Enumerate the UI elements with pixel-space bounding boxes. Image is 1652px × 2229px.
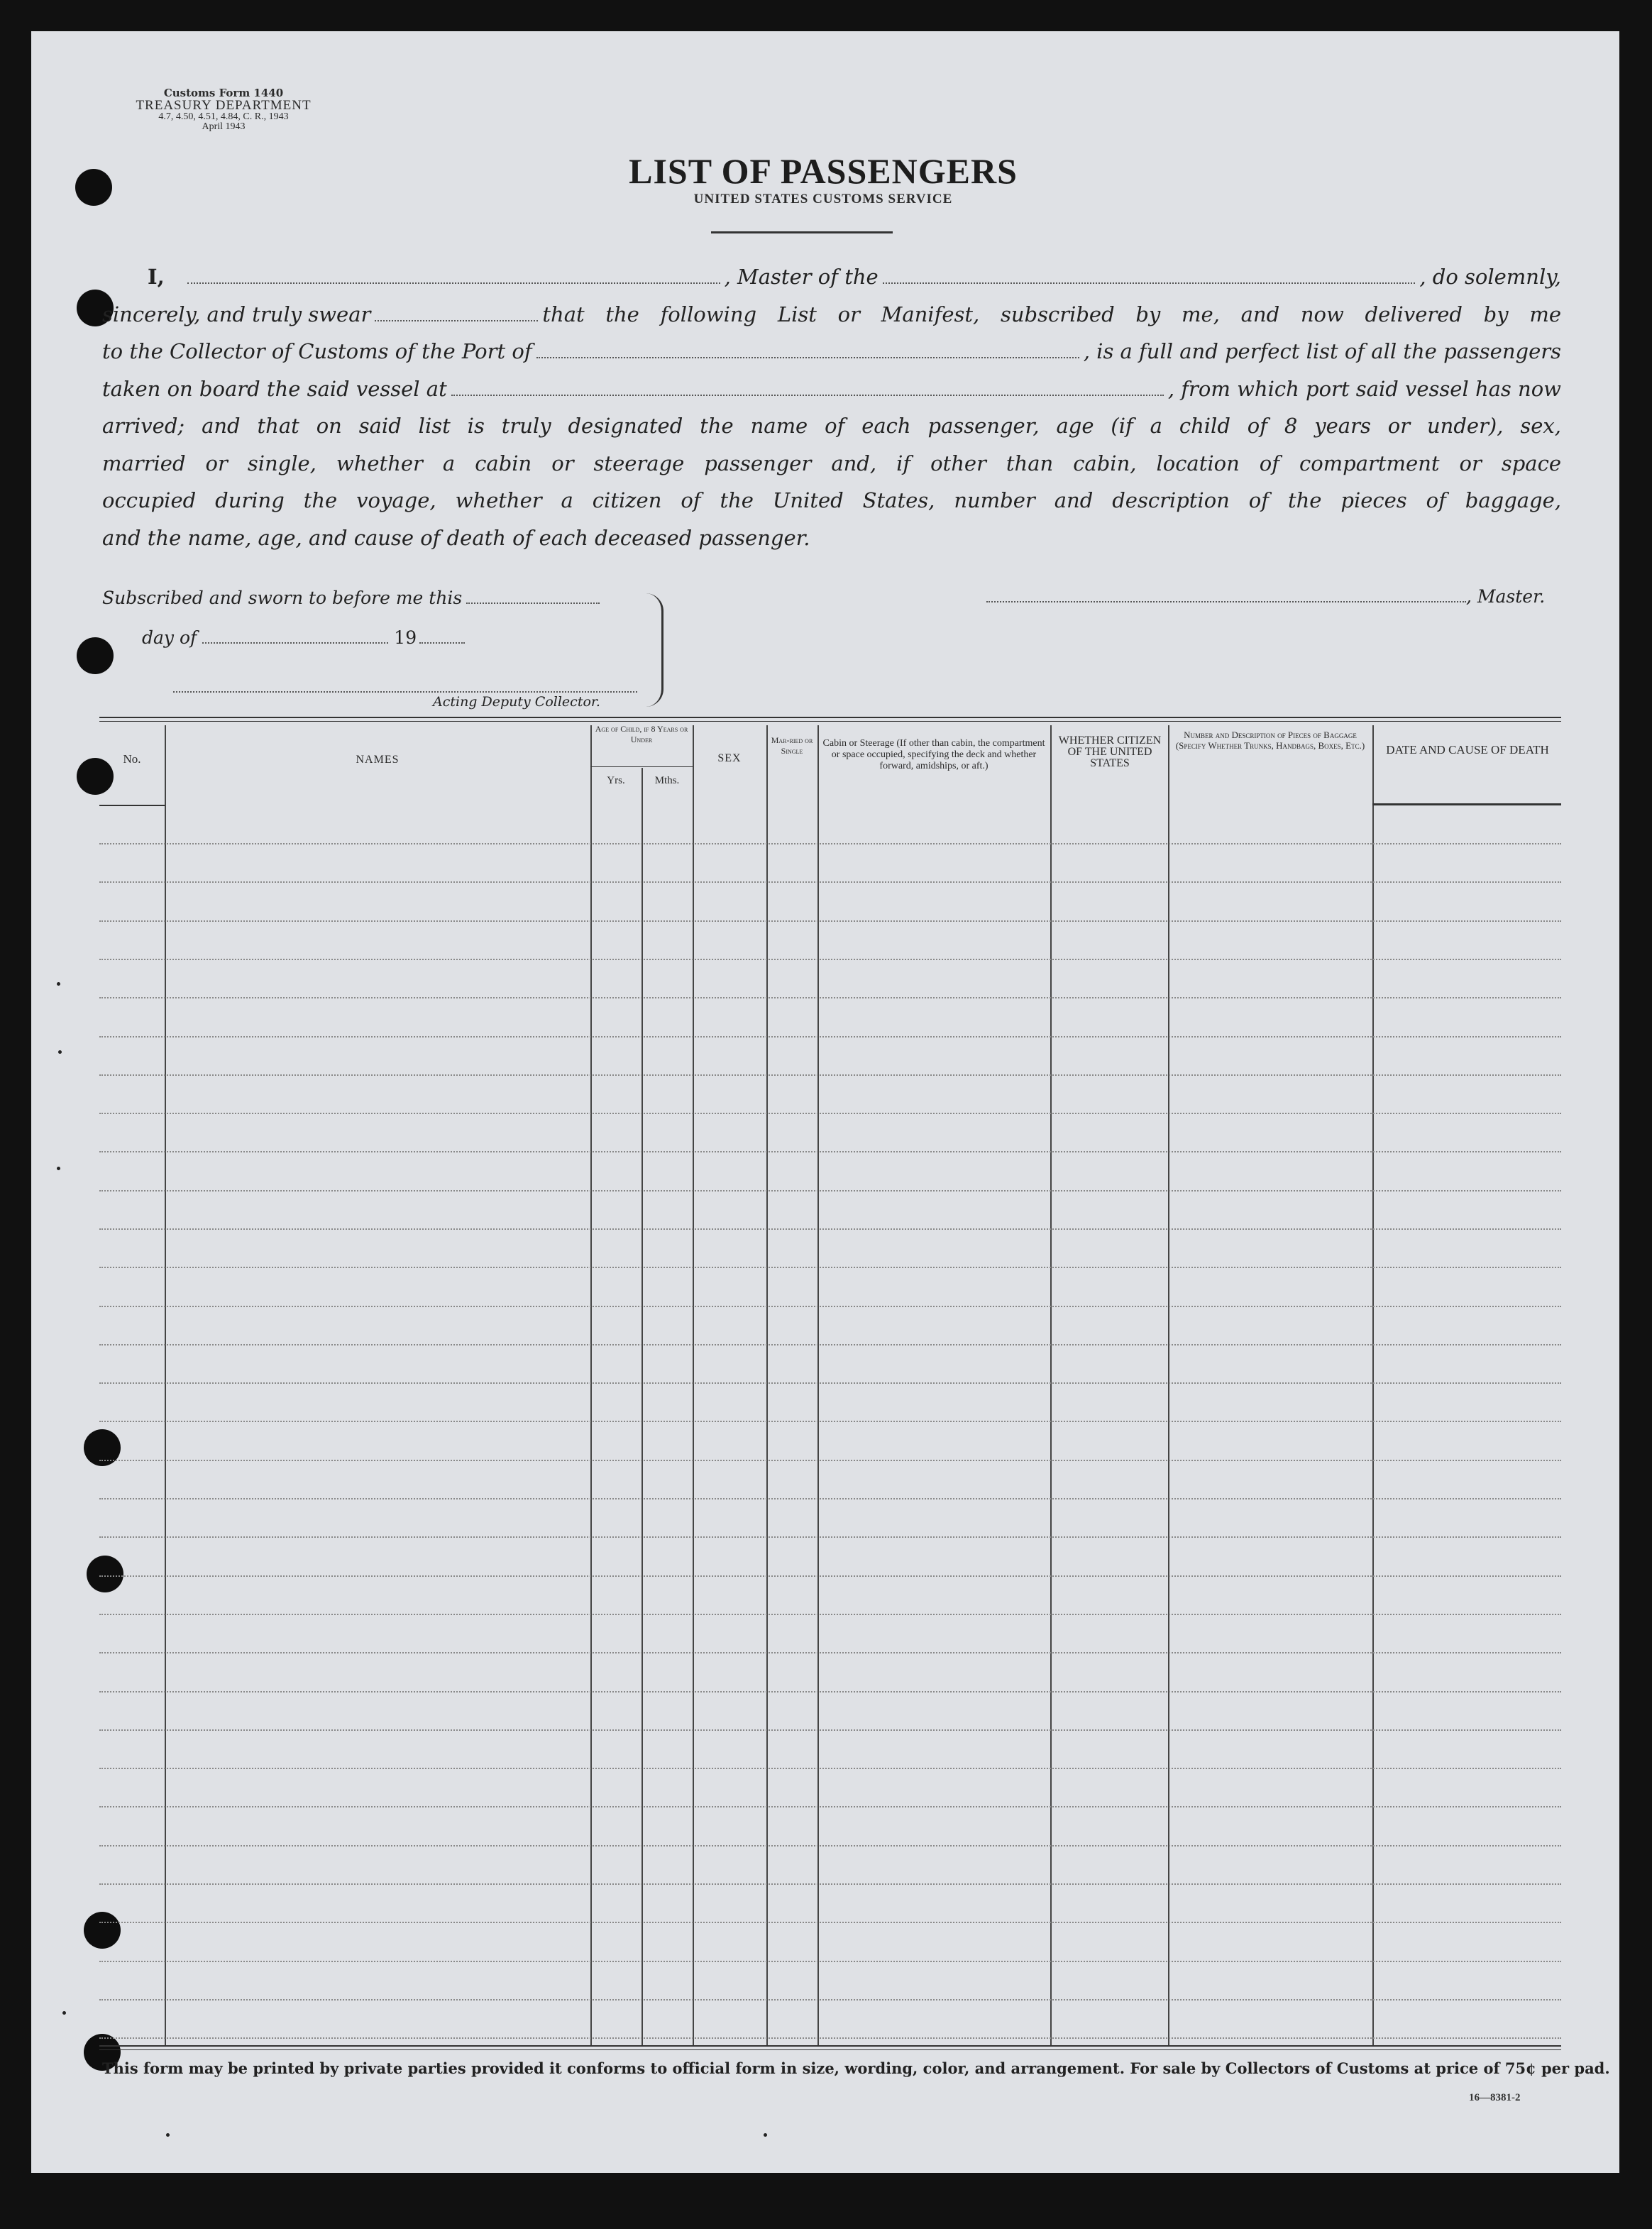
table-bottom-rule [99, 2049, 1561, 2050]
oath-text: taken on board the said vessel at [102, 376, 447, 401]
oath-line-7 [102, 482, 1561, 519]
sworn-label: Subscribed and sworn to before me this [102, 588, 463, 608]
department: TREASURY DEPARTMENT [136, 98, 312, 113]
table-row[interactable] [99, 1961, 1561, 1962]
speck [57, 1167, 60, 1170]
oath-text: and the name, age, and cause of death of each deceased passenger. [102, 525, 810, 550]
oath-line-3 [102, 333, 1561, 370]
table-row[interactable] [99, 1228, 1561, 1230]
oath-text: I, [148, 265, 165, 289]
oath-text: , from which port said vessel has now [1167, 376, 1561, 401]
table-row[interactable] [99, 1614, 1561, 1615]
table-row[interactable] [99, 1652, 1561, 1653]
title-rule [711, 231, 893, 233]
regulations: 4.7, 4.50, 4.51, 4.84, C. R., 1943 [158, 111, 289, 122]
page-subtitle: UNITED STATES CUSTOMS SERVICE [693, 192, 953, 207]
header-rule [1372, 803, 1561, 805]
sworn-day-field[interactable] [466, 602, 600, 604]
oath-line-8 [102, 519, 1561, 557]
col-header-yrs: Yrs. [607, 775, 625, 786]
brace [646, 593, 663, 707]
oath-text: , Master of the [724, 265, 879, 289]
oath-line-5 [102, 407, 1561, 445]
table-row[interactable] [99, 1845, 1561, 1847]
master-name-field[interactable] [187, 268, 720, 284]
column-divider [817, 725, 819, 2045]
col-header-baggage: Number and Description of Pieces of Baggage (Specify Whether Trunks, Handbags, Boxes, Etc.) [1175, 730, 1365, 751]
speck [764, 2133, 767, 2137]
table-row[interactable] [99, 1498, 1561, 1499]
vessel-name-field[interactable] [883, 268, 1416, 284]
col-header-age: Age of Child, if 8 Years or Under [595, 724, 688, 744]
table-top-rule [99, 717, 1561, 718]
swear-field[interactable] [375, 306, 538, 321]
speck [166, 2133, 170, 2137]
column-divider [766, 725, 768, 2045]
oath-line-2 [102, 296, 1561, 334]
oath-text: sincerely, and truly swear [102, 302, 371, 326]
speck [57, 982, 60, 986]
oath-text: , is a full and perfect list of all the passengers [1083, 339, 1561, 363]
table-row[interactable] [99, 1074, 1561, 1076]
header-rule [99, 805, 165, 806]
speck [62, 2011, 66, 2015]
table-row[interactable] [99, 1691, 1561, 1693]
form-header [106, 88, 341, 132]
table-row[interactable] [99, 1113, 1561, 1114]
oath-text: married or single, whether a cabin or steerage passenger and, if other than cabin, location of compartment or space [102, 451, 1561, 475]
col-header-sex: SEX [717, 752, 742, 764]
table-row[interactable] [99, 2037, 1561, 2039]
table-row[interactable] [99, 881, 1561, 883]
page-title: LIST OF PASSENGERS [629, 151, 1018, 191]
footer-note: This form may be printed by private parties provided it conforms to official form in size, wording, color, and arrangement. For sale by Collectors of Customs at price of 75¢ per pad. [102, 2059, 1610, 2077]
table-bottom-rule [99, 2045, 1561, 2047]
col-header-married: Mar-ried or Single [771, 735, 813, 756]
col-header-cabin: Cabin or Steerage (If other than cabin, the compartment or space occupied, specifying the deck and whether forward, amidships, or aft.) [822, 738, 1045, 771]
passenger-table [99, 717, 1561, 2054]
table-row[interactable] [99, 1382, 1561, 1384]
binder-hole [75, 169, 112, 206]
oath-text: to the Collector of Customs of the Port of [102, 339, 532, 363]
oath-text: occupied during the voyage, whether a citizen of the United States, number and description of the pieces of baggage, [102, 488, 1561, 512]
month-field[interactable] [202, 642, 388, 644]
column-divider [1372, 725, 1374, 2045]
binder-hole [77, 637, 114, 674]
collector-label: Acting Deputy Collector. [433, 694, 600, 710]
port-field[interactable] [536, 343, 1079, 358]
table-row[interactable] [99, 1729, 1561, 1731]
oath-line-6 [102, 445, 1561, 483]
day-of-line [142, 627, 465, 648]
table-row[interactable] [99, 1460, 1561, 1461]
print-code: 16—8381-2 [1469, 2092, 1521, 2103]
column-divider [165, 725, 166, 2045]
col-header-citizen: WHETHER CITIZEN OF THE UNITED STATES [1058, 734, 1162, 769]
table-row[interactable] [99, 1421, 1561, 1422]
column-divider [590, 725, 592, 2045]
table-row[interactable] [99, 1922, 1561, 1923]
form-number: Customs Form 1440 [163, 87, 284, 99]
table-row[interactable] [99, 1768, 1561, 1769]
table-row[interactable] [99, 1344, 1561, 1345]
speck [58, 1050, 62, 1054]
column-divider [1050, 725, 1052, 2045]
master-label: , Master. [1466, 586, 1546, 607]
oath-text: that the following List or Manifest, subscribed by me, and now delivered by me [542, 302, 1561, 326]
col-header-mths: Mths. [654, 775, 680, 786]
table-row[interactable] [99, 843, 1561, 844]
master-signature-line [986, 586, 1545, 607]
oath-line-4 [102, 370, 1561, 408]
form-date: April 1943 [202, 121, 246, 132]
table-row[interactable] [99, 997, 1561, 998]
table-row[interactable] [99, 1575, 1561, 1577]
table-row[interactable] [99, 920, 1561, 922]
oath-text: arrived; and that on said list is truly designated the name of each passenger, age (if a child of 8 years or under), sex, [102, 414, 1561, 438]
table-row[interactable] [99, 959, 1561, 960]
oath-line-1 [102, 258, 1561, 296]
master-signature-field[interactable] [986, 601, 1466, 602]
col-header-no: No. [123, 752, 141, 766]
table-row[interactable] [99, 1536, 1561, 1538]
embark-port-field[interactable] [451, 380, 1164, 396]
table-row[interactable] [99, 1806, 1561, 1807]
table-row[interactable] [99, 1883, 1561, 1885]
column-divider [1168, 725, 1169, 2045]
oath-text: , do solemnly, [1419, 265, 1561, 289]
table-row[interactable] [99, 1267, 1561, 1268]
col-header-names: NAMES [356, 754, 400, 766]
col-header-death: DATE AND CAUSE OF DEATH [1386, 743, 1549, 756]
table-row[interactable] [99, 1306, 1561, 1307]
oath-paragraph [102, 258, 1561, 556]
year-field[interactable] [419, 642, 465, 644]
table-top-rule [99, 721, 1561, 722]
age-subheader-rule [590, 766, 693, 767]
sworn-line [102, 588, 600, 608]
table-row[interactable] [99, 1190, 1561, 1191]
table-row[interactable] [99, 1036, 1561, 1038]
column-divider [693, 725, 694, 2045]
day-of-label: day of [142, 627, 197, 648]
table-row[interactable] [99, 1151, 1561, 1152]
collector-signature-field[interactable] [173, 680, 637, 693]
year-prefix: 19 [394, 627, 417, 648]
table-row[interactable] [99, 1999, 1561, 2000]
